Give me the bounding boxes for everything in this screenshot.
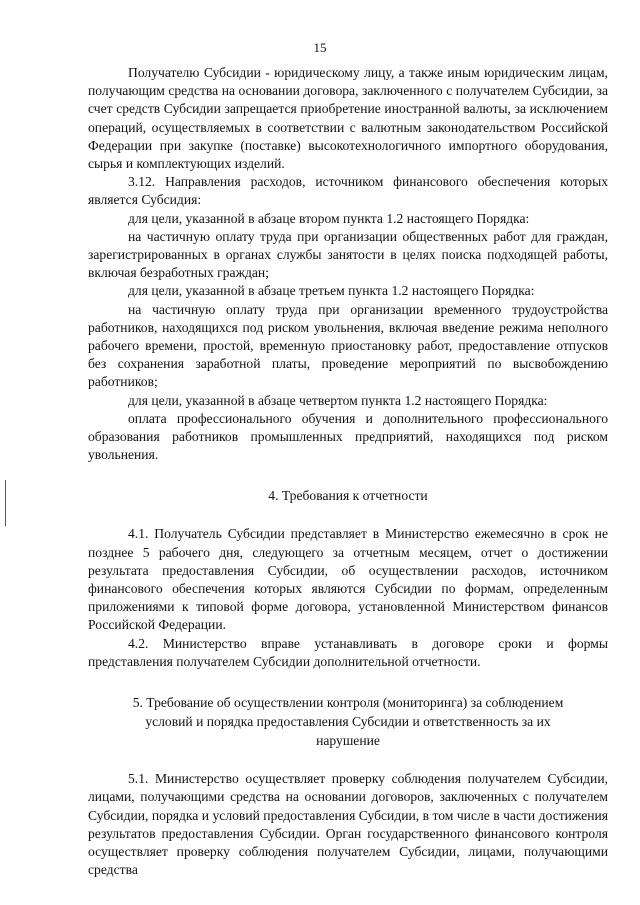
scan-edge-mark <box>5 480 6 526</box>
page-number: 15 <box>313 40 327 55</box>
spacer <box>88 750 608 770</box>
paragraph-training: оплата профессионального обучения и дополнительного профессионального образования работников промышленных предприятий, находящихся под риском увольнения. <box>88 410 608 463</box>
paragraph-goal-fourth: для цели, указанной в абзаце четвертом пункта 1.2 настоящего Порядка: <box>128 392 548 408</box>
paragraph-5-1: 5.1. Министерство осуществляет проверку соблюдения получателем Субсидии, лицами, получающими средства на основании договоров, заключенных с получателем Субсидии, порядка и условий предоставления Субсидии, в том числе в части достижения результатов предоставления Субсидии. Орган государственного финансового контроля осуществляет проверку соблюдения получателем Субсидии, лицами, получающими средства <box>88 771 608 878</box>
section-5-heading-line-2: условий и порядка предоставления Субсидии и ответственность за их <box>145 714 551 730</box>
spacer <box>88 671 608 693</box>
paragraph-4-1: 4.1. Получатель Субсидии представляет в Министерство ежемесячно в срок не позднее 5 рабочего дня, следующего за отчетным месяцем, отчет о достижении результата предоставления Субсидии, об осуществлении расходов, источником финансового обеспечения которых являются Субсидии по формам, определенным приложениями к типовой форме договора, установленной Министерством финансов Российской Федерации. <box>88 526 608 633</box>
paragraph-currency-prohibition: Получателю Субсидии - юридическому лицу, а также иным юридическим лицам, получающим средства на основании договора, заключенного с получателем Субсидии, за счет средств Субсидии запрещается приобретение иностранной валюты, за исключением операций, осуществляемых в соответствии с валютным законодательством Российской Федерации при закупке (поставке) высокотехнологичного импортного оборудования, сырья и комплектующих изделий. <box>88 65 608 172</box>
document-body <box>88 64 608 879</box>
section-4-heading: 4. Требования к отчетности <box>268 488 428 504</box>
paragraph-3-12: 3.12. Направления расходов, источником финансового обеспечения которых является Субсидия: <box>88 174 608 208</box>
paragraph-temporary-employment: на частичную оплату труда при организации временного трудоустройства работников, находящихся под риском увольнения, включая введение режима неполного рабочего времени, простой, временную приостановку работ, предоставление отпусков без сохранения заработной платы, проведение мероприятий по высвобождению работников; <box>88 301 608 390</box>
section-5-heading-line-3: нарушение <box>316 733 380 749</box>
paragraph-goal-third: для цели, указанной в абзаце третьем пункта 1.2 настоящего Порядка: <box>128 283 535 299</box>
paragraph-public-works: на частичную оплату труда при организации общественных работ для граждан, зарегистрированных в органах службы занятости в целях поиска подходящей работы, включая безработных граждан; <box>88 228 608 281</box>
spacer <box>88 464 608 486</box>
spacer <box>88 505 608 525</box>
paragraph-4-2: 4.2. Министерство вправе устанавливать в договоре сроки и формы представления получателем Субсидии дополнительной отчетности. <box>88 635 608 669</box>
paragraph-goal-second: для цели, указанной в абзаце втором пункта 1.2 настоящего Порядка: <box>128 210 530 226</box>
section-5-heading-line-1: 5. Требование об осуществлении контроля (мониторинга) за соблюдением <box>132 695 564 711</box>
